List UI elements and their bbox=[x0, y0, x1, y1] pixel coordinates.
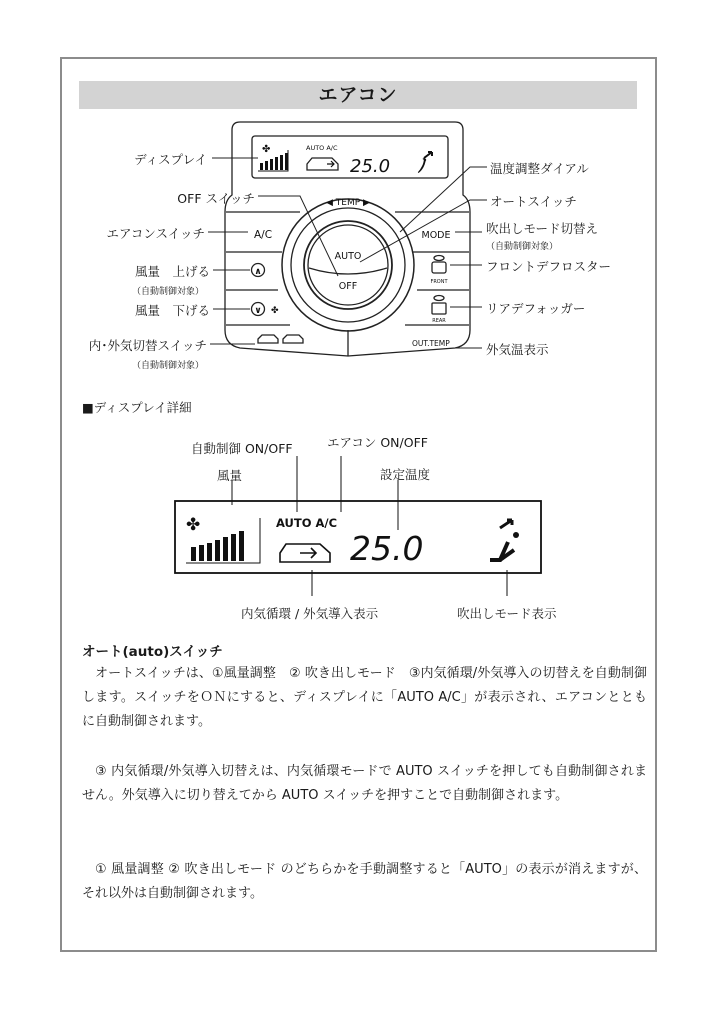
display-detail-diagram bbox=[0, 420, 717, 630]
article-paragraph-1: オートスイッチは、①風量調整 ② 吹き出しモード ③内気循環/外気導入の切替えを自動制御します。スイッチをＯＮにすると、ディスプレイに「AUTO A/C」が表示され、エアコンとともに自動制御されます。 bbox=[82, 666, 647, 729]
rear-defog-callout: リアデフォッガー bbox=[486, 301, 586, 316]
display-callout: ディスプレイ bbox=[134, 152, 207, 167]
ac-onoff-label: エアコン ON/OFF bbox=[327, 435, 428, 450]
front-defrost-button[interactable]: FRONT bbox=[430, 279, 448, 285]
fan-down-callout: 風量 下げる bbox=[134, 303, 210, 318]
ac-button[interactable]: A/C bbox=[253, 229, 273, 241]
detail-fan-icon: ✤ bbox=[186, 515, 201, 535]
fan-icon: ✤ bbox=[262, 144, 271, 155]
auto-switch-callout: オートスイッチ bbox=[490, 194, 577, 209]
ac-switch-callout: エアコンスイッチ bbox=[106, 226, 205, 241]
fan-up-note: （自動制御対象） bbox=[131, 287, 204, 297]
detail-temp: 25.0 bbox=[350, 529, 424, 568]
out-temp-button[interactable]: OUT.TEMP bbox=[412, 339, 450, 348]
temp-dial-callout: 温度調整ダイアル bbox=[490, 161, 589, 176]
detail-auto-ac: AUTO A/C bbox=[276, 516, 338, 530]
fan-down-icon[interactable]: ∨ bbox=[254, 306, 262, 316]
fan-small-icon: ✤ bbox=[271, 306, 279, 316]
rear-defog-button[interactable]: REAR bbox=[432, 318, 446, 324]
auto-button[interactable]: AUTO bbox=[334, 251, 362, 262]
set-temp-label: 設定温度 bbox=[380, 467, 431, 482]
off-button[interactable]: OFF bbox=[338, 281, 358, 292]
display-temp: 25.0 bbox=[350, 156, 391, 177]
display-detail-title: ■ディスプレイ詳細 bbox=[82, 400, 192, 415]
recirc-callout: 内･外気切替スイッチ bbox=[88, 338, 207, 353]
display-auto-ac: AUTO A/C bbox=[306, 144, 338, 152]
vent-mode-icon: ﾉ bbox=[418, 156, 427, 177]
mode-display-label: 吹出しモード表示 bbox=[457, 606, 557, 621]
front-defrost-callout: フロントデフロスター bbox=[486, 259, 612, 274]
mode-button[interactable]: MODE bbox=[421, 230, 451, 241]
page-title: エアコン bbox=[79, 81, 637, 109]
mode-switch-note: （自動制御対象） bbox=[486, 242, 559, 252]
fan-up-callout: 風量 上げる bbox=[134, 264, 210, 279]
article-paragraph-3: ① 風量調整 ② 吹き出しモード のどちらかを手動調整すると「AUTO」の表示が消えますが、それ以外は自動制御されます。 bbox=[82, 862, 647, 901]
off-switch-callout: OFF スイッチ bbox=[177, 191, 255, 206]
detail-recirc-icon bbox=[280, 544, 330, 562]
article-heading: オート(auto)スイッチ bbox=[82, 644, 223, 660]
temp-label: ◀ TEMP ▶ bbox=[326, 198, 370, 208]
out-temp-callout: 外気温表示 bbox=[486, 342, 549, 357]
detail-vent-icon bbox=[490, 542, 514, 560]
mode-switch-callout: 吹出しモード切替え bbox=[486, 221, 599, 236]
fan-label: 風量 bbox=[217, 468, 243, 483]
article-paragraph-2: ③ 内気循環/外気導入切替えは、内気循環モードで AUTO スイッチを押しても自動制御されません。外気導入に切り替えてから AUTO スイッチを押すことで自動制御されます。 bbox=[82, 764, 647, 803]
fan-up-icon[interactable]: ∧ bbox=[254, 267, 262, 277]
auto-onoff-label: 自動制御 ON/OFF bbox=[191, 441, 293, 456]
recirc-note: （自動制御対象） bbox=[131, 361, 204, 371]
recirc-display-label: 内気循環 / 外気導入表示 bbox=[241, 606, 379, 621]
